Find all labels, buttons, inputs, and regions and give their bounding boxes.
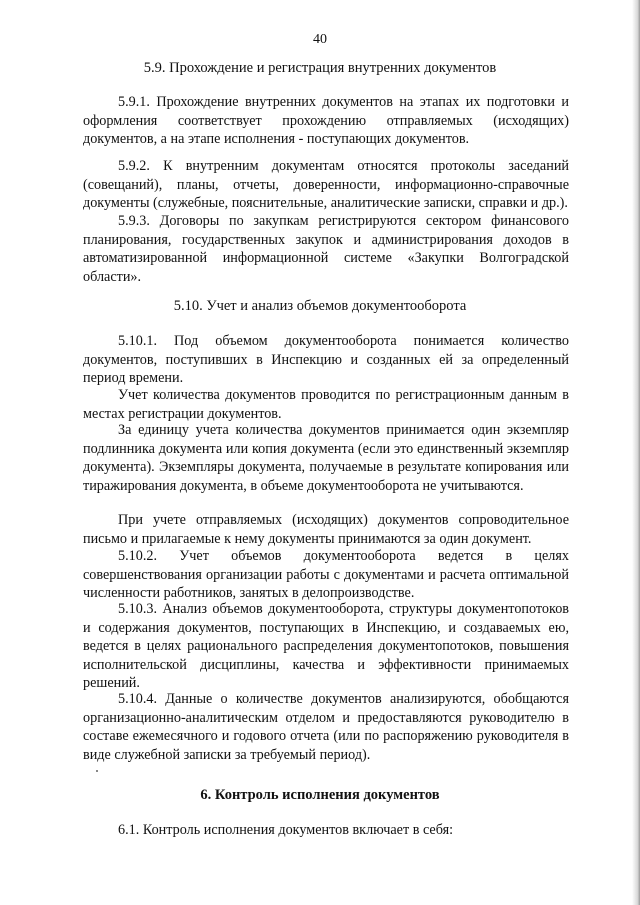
paragraph-5-10-count: Учет количества документов проводится по регистрационным данным в местах регистрации документов. — [83, 387, 569, 422]
paragraph-5-10-4: 5.10.4. Данные о количестве документов анализируются, обобщаются организационно-аналитическим отделом и предоставляются руководителю в составе ежемесячного и годового отчета (или по распоряжению руководителя в виде служебной записки за требуемый период). — [83, 691, 569, 763]
section-heading-5-9: 5.9. Прохождение и регистрация внутренних документов — [143, 60, 497, 76]
scan-speck — [96, 770, 98, 772]
paragraph-5-9-1: 5.9.1. Прохождение внутренних документов на этапах их подготовки и оформления соответствует прохождению отправляемых (исходящих) документов, а на этапе исполнения - поступающих документов. — [83, 94, 569, 148]
page-number: 40 — [313, 32, 327, 47]
paragraph-5-10-3: 5.10.3. Анализ объемов документооборота, структуры документопотоков и содержания документов, поступающих в Инспекцию, и создаваемых ею, ведется в целях рационального распределения документопотоков, повышения исполнительской дисциплины, качества и эффективности принимаемых решений. — [83, 601, 569, 692]
paragraph-5-9-3: 5.9.3. Договоры по закупкам регистрируются сектором финансового планирования, государственных закупок и администрирования доходов в автоматизированной информационной системе «Закупки Волгоградской области». — [83, 213, 569, 285]
paragraph-6-1: 6.1. Контроль исполнения документов включает в себя: — [118, 822, 454, 838]
section-heading-5-10: 5.10. Учет и анализ объемов документооборота — [173, 298, 467, 314]
section-heading-6: 6. Контроль исполнения документов — [200, 787, 440, 803]
paragraph-5-10-2: 5.10.2. Учет объемов документооборота ведется в целях совершенствования организации работы с документами и расчета оптимальной численности работников, занятых в делопроизводстве. — [83, 548, 569, 602]
paragraph-5-10-unit: За единицу учета количества документов принимается один экземпляр подлинника документа или копия документа (если это единственный экземпляр документа). Экземпляры документа, получаемые в результате копирования или тиражирования документа, в объеме документооборота не учитываются. — [83, 422, 569, 494]
paragraph-5-9-2: 5.9.2. К внутренним документам относятся протоколы заседаний (совещаний), планы, отчеты, доверенности, информационно-справочные документы (служебные, пояснительные, аналитические записки, справки и др.). — [83, 158, 569, 212]
scan-edge-shadow — [632, 0, 640, 905]
paragraph-5-10-outgoing: При учете отправляемых (исходящих) документов сопроводительное письмо и прилагаемые к нему документы принимаются за один документ. — [83, 512, 569, 547]
paragraph-5-10-1: 5.10.1. Под объемом документооборота понимается количество документов, поступивших в Инспекцию и созданных ей за определенный период времени. — [83, 333, 569, 387]
